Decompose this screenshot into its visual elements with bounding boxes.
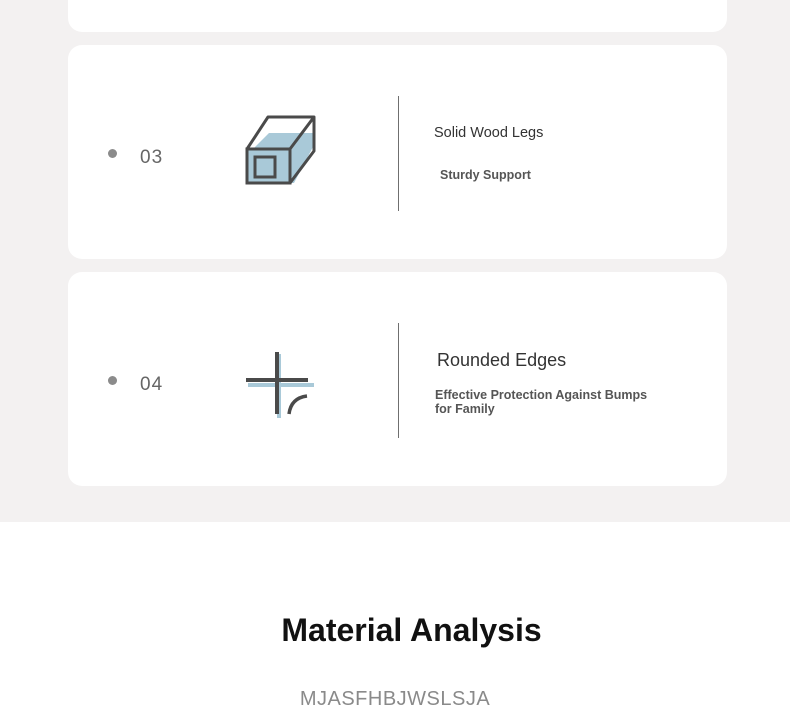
feature-subtitle: Effective Protection Against Bumps for Family (435, 388, 648, 416)
feature-card-previous (68, 0, 727, 32)
rounded-corner-icon (244, 350, 316, 427)
feature-title: Solid Wood Legs (434, 125, 544, 141)
vertical-divider (398, 96, 399, 211)
section-title: Material Analysis (281, 612, 542, 648)
feature-card-wood-legs (68, 45, 727, 259)
bullet-dot (108, 376, 117, 385)
feature-card-rounded-edges (68, 272, 727, 486)
feature-title: Rounded Edges (437, 350, 567, 370)
wood-leg-icon (244, 113, 320, 194)
vertical-divider (398, 323, 399, 438)
feature-subtitle: Sturdy Support (440, 168, 531, 182)
section-subtitle: MJASFHBJWSLSJA (299, 688, 491, 710)
feature-number: 04 (140, 374, 164, 395)
feature-number: 03 (140, 147, 164, 168)
bullet-dot (108, 149, 117, 158)
